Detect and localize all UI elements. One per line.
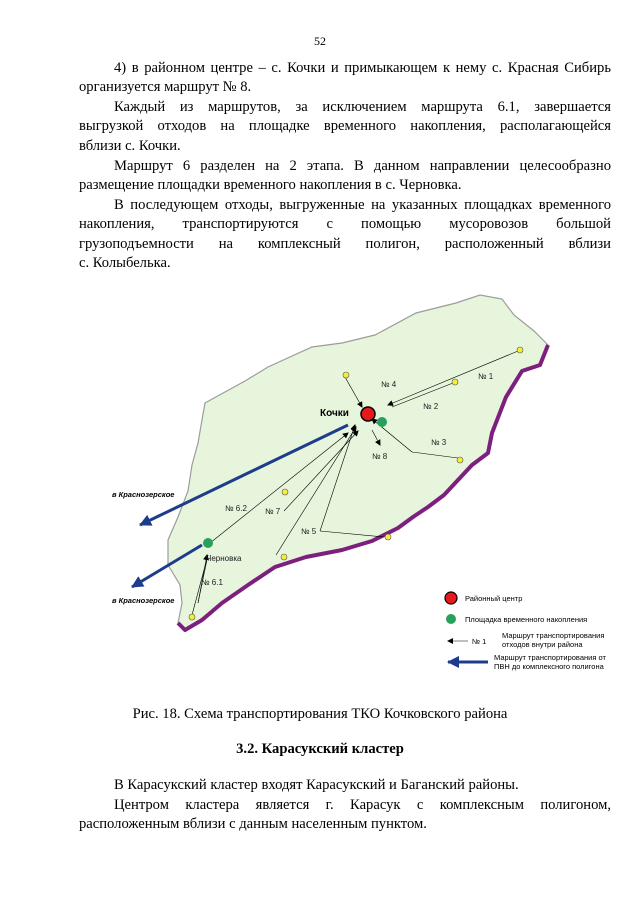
route-1-label: № 1 bbox=[478, 372, 494, 381]
paragraph-transport-l4: с. Колыбелька. bbox=[79, 255, 171, 271]
legend-transport-desc-2: ПВН до комплексного полигона bbox=[494, 662, 604, 671]
paragraph-routes-l3: вблизи с. Кочки. bbox=[79, 138, 181, 154]
paragraph-route-8-l1: 4) в районном центре – с. Кочки и примыкающем к нему с. Красная Сибирь bbox=[114, 60, 611, 76]
legend-route-desc-2: отходов внутри района bbox=[502, 640, 583, 649]
stop-point bbox=[189, 614, 195, 620]
chernovka-label: Черновка bbox=[206, 554, 242, 563]
paragraph-route-8-l2: организуется маршрут № 8. bbox=[79, 79, 252, 95]
stop-point bbox=[282, 489, 288, 495]
legend-transport-desc-1: Маршрут транспортирования от bbox=[494, 653, 606, 662]
route-8-label: № 8 bbox=[372, 452, 388, 461]
chernovka-site-marker bbox=[203, 538, 213, 548]
paragraph-route-6-l1: Маршрут 6 разделен на 2 этапа. В данном направлении целесообразно bbox=[114, 158, 611, 174]
route-6-2-label: № 6.2 bbox=[225, 504, 247, 513]
paragraph-route-6-l2: размещение площадки временного накопления в с. Черновка. bbox=[79, 177, 462, 193]
route-3-label: № 3 bbox=[431, 438, 447, 447]
page-number: 52 bbox=[314, 34, 326, 48]
legend-center-icon bbox=[445, 592, 457, 604]
legend-center-label: Районный центр bbox=[465, 594, 523, 603]
kochki-site-marker bbox=[377, 417, 387, 427]
route-5-label: № 5 bbox=[301, 527, 317, 536]
legend-site-icon bbox=[446, 614, 456, 624]
paragraph-routes-l1: Каждый из маршрутов, за исключением маршрута 6.1, завершается bbox=[114, 99, 611, 115]
stop-point bbox=[452, 379, 458, 385]
paragraph-transport-l1: В последующем отходы, выгруженные на указанных площадках временного bbox=[114, 197, 611, 213]
route-2-label: № 2 bbox=[423, 402, 439, 411]
stop-point bbox=[281, 554, 287, 560]
section-title: 3.2. Карасукский кластер bbox=[236, 741, 404, 757]
route-6-1-label: № 6.1 bbox=[201, 578, 223, 587]
legend-site-label: Площадка временного накопления bbox=[465, 615, 588, 624]
krasnozerskoe-label-1: в Краснозерское bbox=[112, 490, 175, 499]
section-paragraph-1: В Карасукский кластер входят Карасукский и Баганский районы. bbox=[114, 777, 519, 793]
section-paragraph-2-l1: Центром кластера является г. Карасук с комплексным полигоном, bbox=[114, 797, 611, 813]
route-7-label: № 7 bbox=[265, 507, 281, 516]
route-map-svg bbox=[110, 285, 640, 690]
paragraph-transport-l3: грузоподъемности на комплексный полигон, расположенный вблизи bbox=[79, 236, 611, 252]
district-center-marker bbox=[361, 407, 375, 421]
section-paragraph-2-l2: расположенным вблизи с данным населенным пунктом. bbox=[79, 816, 427, 832]
stop-point bbox=[457, 457, 463, 463]
stop-point bbox=[385, 534, 391, 540]
krasnozerskoe-label-2: в Краснозерское bbox=[112, 596, 175, 605]
route-map bbox=[110, 285, 640, 690]
stop-point bbox=[517, 347, 523, 353]
legend-route-number: № 1 bbox=[472, 637, 487, 646]
stop-point bbox=[343, 372, 349, 378]
map-legend bbox=[445, 592, 606, 671]
route-4-label: № 4 bbox=[381, 380, 397, 389]
figure-caption: Рис. 18. Схема транспортирования ТКО Кочковского района bbox=[132, 706, 508, 722]
paragraph-routes-l2: выгрузкой отходов на площадке временного накопления, располагающейся bbox=[79, 118, 611, 134]
kochki-label: Кочки bbox=[320, 408, 349, 419]
district-region bbox=[168, 295, 548, 630]
paragraph-transport-l2: накопления, транспортируются с помощью мусоровозов большой bbox=[79, 216, 611, 232]
legend-route-desc-1: Маршрут транспортирования bbox=[502, 631, 605, 640]
